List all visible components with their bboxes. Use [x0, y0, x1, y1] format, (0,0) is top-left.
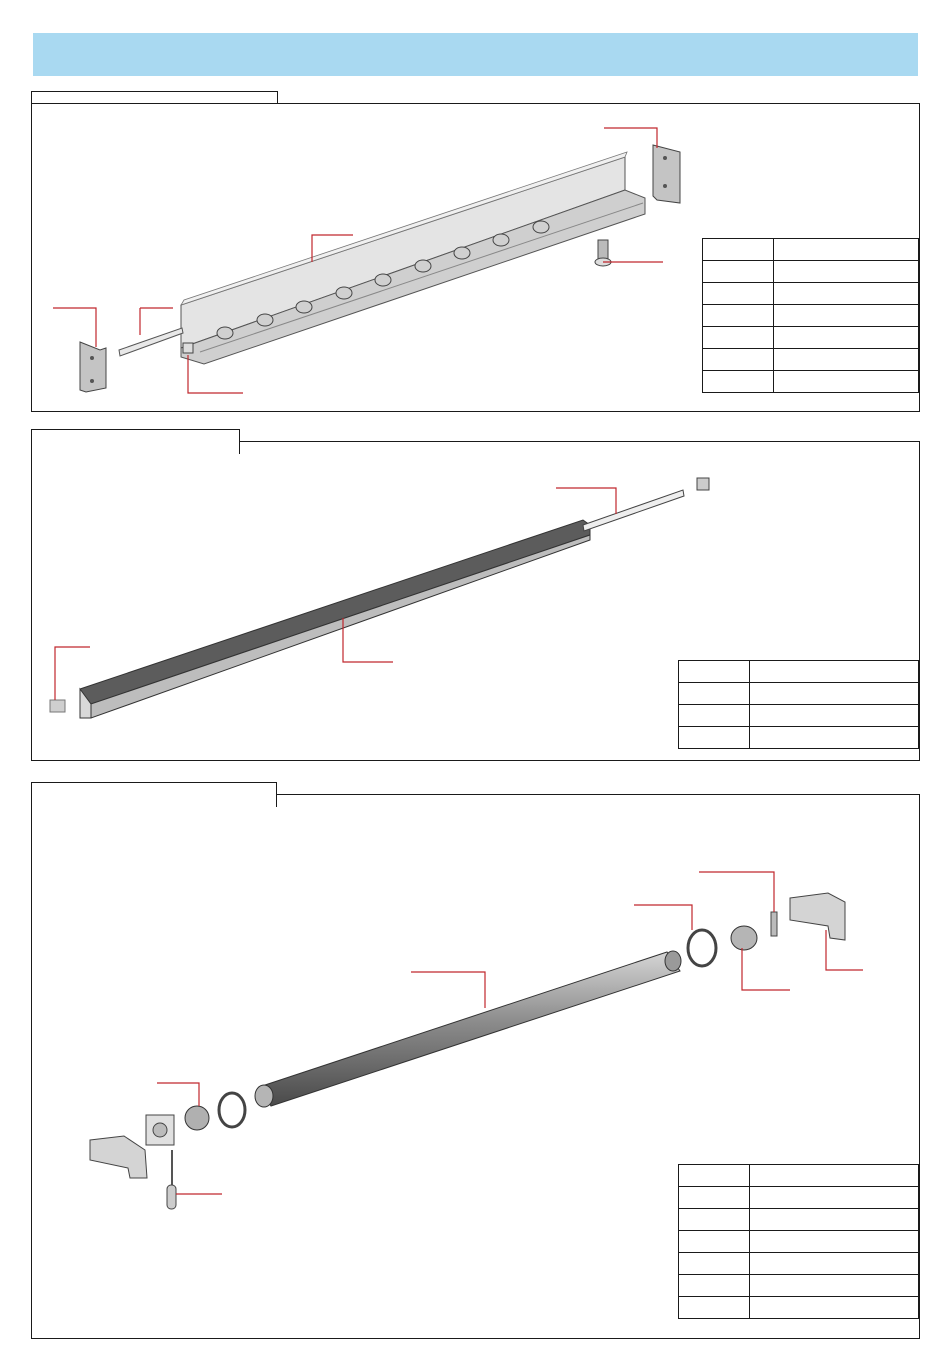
- cell-description: [750, 1253, 919, 1275]
- cell-description: [774, 261, 919, 283]
- cell-description: [774, 283, 919, 305]
- left-end-bracket: [90, 1136, 147, 1178]
- right-wall-bracket: [653, 145, 680, 203]
- cell-code: [703, 261, 774, 283]
- cell-description: [750, 683, 919, 705]
- cell-code: [679, 1297, 750, 1319]
- cell-code: [703, 327, 774, 349]
- table-row: [679, 1231, 919, 1253]
- cell-code: [679, 1231, 750, 1253]
- cell-code: [679, 1253, 750, 1275]
- idler-end-plug: [731, 926, 757, 950]
- cell-description: [750, 1231, 919, 1253]
- table-header-row: [679, 1165, 919, 1187]
- right-end-bracket: [790, 893, 845, 940]
- table-row: [703, 283, 919, 305]
- cell-description: [774, 305, 919, 327]
- cell-description: [750, 727, 919, 749]
- table-row: [679, 705, 919, 727]
- clamp-part: [183, 343, 193, 353]
- drive-end-plug: [185, 1106, 209, 1130]
- cell-code: [679, 1209, 750, 1231]
- cell-code: [679, 727, 750, 749]
- table-row: [679, 683, 919, 705]
- tube-clamp-right: [688, 930, 716, 966]
- table-row: [679, 1297, 919, 1319]
- crank-gearbox: [146, 1115, 176, 1209]
- column-header-description: [750, 1165, 919, 1187]
- cell-description: [750, 1187, 919, 1209]
- table-row: [703, 349, 919, 371]
- table-row: [679, 1253, 919, 1275]
- section-3-tab: [31, 782, 277, 807]
- cell-description: [750, 1209, 919, 1231]
- cell-code: [679, 1275, 750, 1297]
- pin-bracket: [771, 912, 777, 936]
- table-row: [703, 261, 919, 283]
- table-header-row: [679, 661, 919, 683]
- section-2-tab: [31, 429, 240, 454]
- table-row: [679, 1275, 919, 1297]
- section-2-parts-table: [678, 660, 919, 749]
- cell-code: [703, 283, 774, 305]
- cell-code: [679, 1187, 750, 1209]
- table-row: [679, 727, 919, 749]
- tube-clamp-left: [219, 1093, 245, 1127]
- cell-code: [703, 371, 774, 393]
- leader-lines-section-2: [55, 488, 616, 700]
- cell-description: [750, 1275, 919, 1297]
- cell-description: [774, 327, 919, 349]
- flat-bar-extension: [583, 490, 684, 531]
- cell-code: [703, 305, 774, 327]
- column-header-code: [679, 1165, 750, 1187]
- cell-code: [679, 705, 750, 727]
- table-row: [703, 305, 919, 327]
- section-3-parts-table: [678, 1164, 919, 1319]
- table-row: [679, 1209, 919, 1231]
- cell-code: [703, 349, 774, 371]
- column-header-description: [774, 239, 919, 261]
- table-row: [703, 327, 919, 349]
- column-header-code: [679, 661, 750, 683]
- cell-description: [774, 349, 919, 371]
- cassette-profile: [181, 152, 645, 364]
- cell-description: [750, 1297, 919, 1319]
- cell-description: [750, 705, 919, 727]
- table-header-row: [703, 239, 919, 261]
- cell-code: [679, 683, 750, 705]
- leader-lines-section-3: [157, 872, 863, 1194]
- flat-bar: [119, 328, 183, 356]
- end-cap-left: [50, 700, 65, 712]
- roller-tube: [255, 951, 681, 1107]
- cell-description: [774, 371, 919, 393]
- left-wall-bracket: [80, 342, 106, 392]
- bottom-bar-profile: [80, 520, 590, 718]
- table-row: [679, 1187, 919, 1209]
- end-cap-right: [697, 478, 709, 490]
- column-header-code: [703, 239, 774, 261]
- column-header-description: [750, 661, 919, 683]
- section-1-parts-table: [702, 238, 919, 393]
- table-row: [703, 371, 919, 393]
